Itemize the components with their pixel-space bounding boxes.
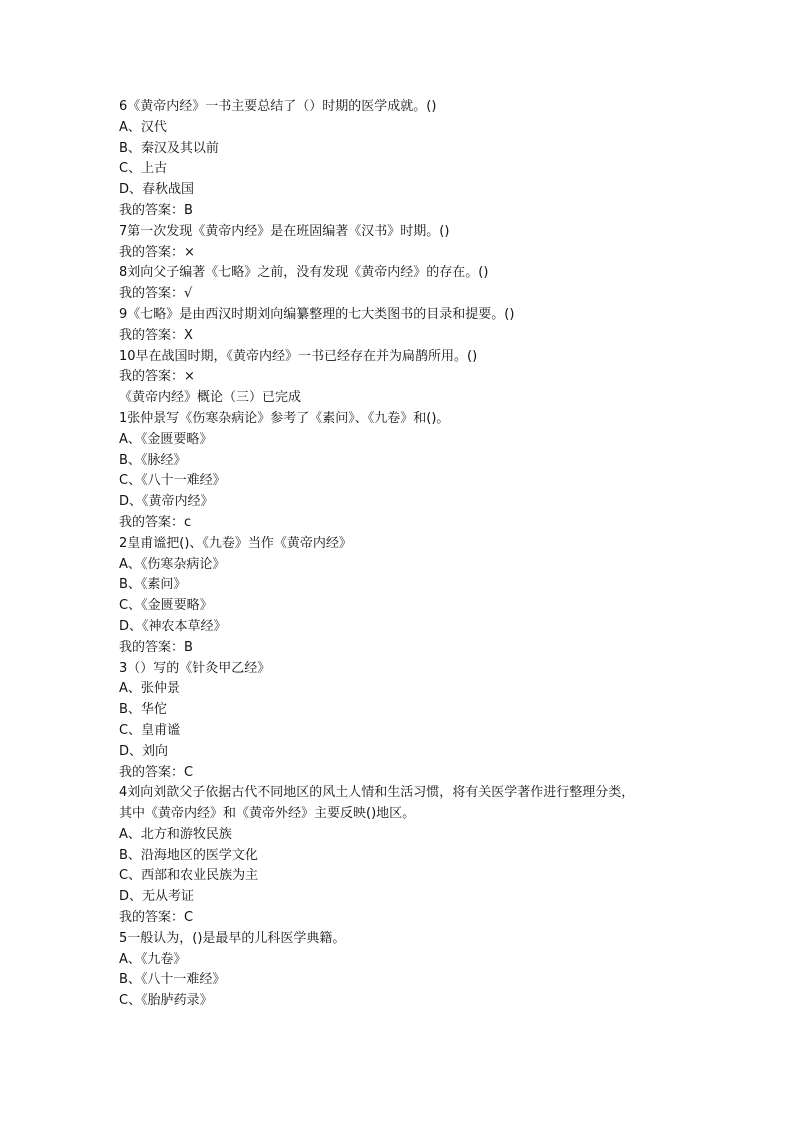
- text-line: 9《七略》是由西汉时期刘向编纂整理的七大类图书的目录和提要。(): [119, 306, 515, 322]
- text-line: 我的答案：×: [119, 244, 195, 260]
- text-line: C、西部和农业民族为主: [119, 868, 259, 884]
- text-line: B、华佗: [119, 702, 167, 718]
- text-line: 6《黄帝内经》一书主要总结了（）时期的医学成就。(): [119, 99, 437, 114]
- text-line: 我的答案：×: [119, 369, 195, 385]
- text-line: D、《黄帝内经》: [119, 494, 214, 510]
- text-line: 2皇甫谧把()、《九卷》当作《黄帝内经》: [119, 535, 352, 551]
- text-line: C、上古: [119, 161, 168, 177]
- text-line: 其中《黄帝内经》和《黄帝外经》主要反映()地区。: [119, 806, 416, 822]
- text-line: 我的答案：C: [119, 910, 194, 926]
- text-line: A、北方和游牧民族: [119, 826, 232, 842]
- text-line: B、《素问》: [119, 577, 187, 593]
- text-line: D、《神农本草经》: [119, 618, 227, 634]
- text-line: 3（）写的《针灸甲乙经》: [119, 660, 271, 676]
- text-line: D、春秋战国: [119, 182, 195, 198]
- text-line: 7第一次发现《黄帝内经》是在班固编著《汉书》时期。(): [119, 223, 450, 239]
- text-line: 我的答案：B: [119, 202, 193, 218]
- text-line: 《黄帝内经》概论（三）已完成: [119, 390, 302, 406]
- text-line: B、秦汉及其以前: [119, 140, 219, 156]
- text-line: 10早在战国时期，《黄帝内经》一书已经存在并为扁鹊所用。(): [119, 348, 478, 364]
- text-line: 我的答案：C: [119, 764, 194, 780]
- text-line: A、张仲景: [119, 681, 180, 697]
- text-line: B、沿海地区的医学文化: [119, 847, 258, 863]
- text-line: D、刘向: [119, 743, 169, 759]
- text-line: 8刘向父子编著《七略》之前，没有发现《黄帝内经》的存在。(): [119, 265, 489, 281]
- text-line: B、《八十一难经》: [119, 972, 226, 988]
- text-line: 4刘向刘歆父子依据古代不同地区的风土人情和生活习惯，将有关医学著作进行整理分类，: [119, 785, 635, 801]
- text-line: 我的答案：X: [119, 327, 193, 343]
- text-line: C、《胎胪药录》: [119, 993, 213, 1009]
- text-line: A、汉代: [119, 119, 167, 135]
- text-line: 我的答案：√: [119, 286, 193, 302]
- text-line: C、《八十一难经》: [119, 473, 226, 489]
- text-line: D、无从考证: [119, 889, 195, 905]
- text-line: A、《九卷》: [119, 951, 187, 967]
- text-line: 5一般认为，()是最早的儿科医学典籍。: [119, 930, 346, 946]
- text-line: A、《金匮要略》: [119, 431, 213, 447]
- text-line: 我的答案：B: [119, 639, 193, 655]
- text-line: B、《脉经》: [119, 452, 187, 468]
- text-line: 1张仲景写《伤寒杂病论》参考了《素问》、《九卷》和()。: [119, 410, 450, 426]
- document-body: [119, 97, 739, 1012]
- text-line: C、《金匮要略》: [119, 598, 213, 614]
- text-line: A、《伤寒杂病论》: [119, 556, 226, 572]
- text-line: C、皇甫谧: [119, 722, 181, 738]
- text-line: 我的答案：c: [119, 514, 192, 530]
